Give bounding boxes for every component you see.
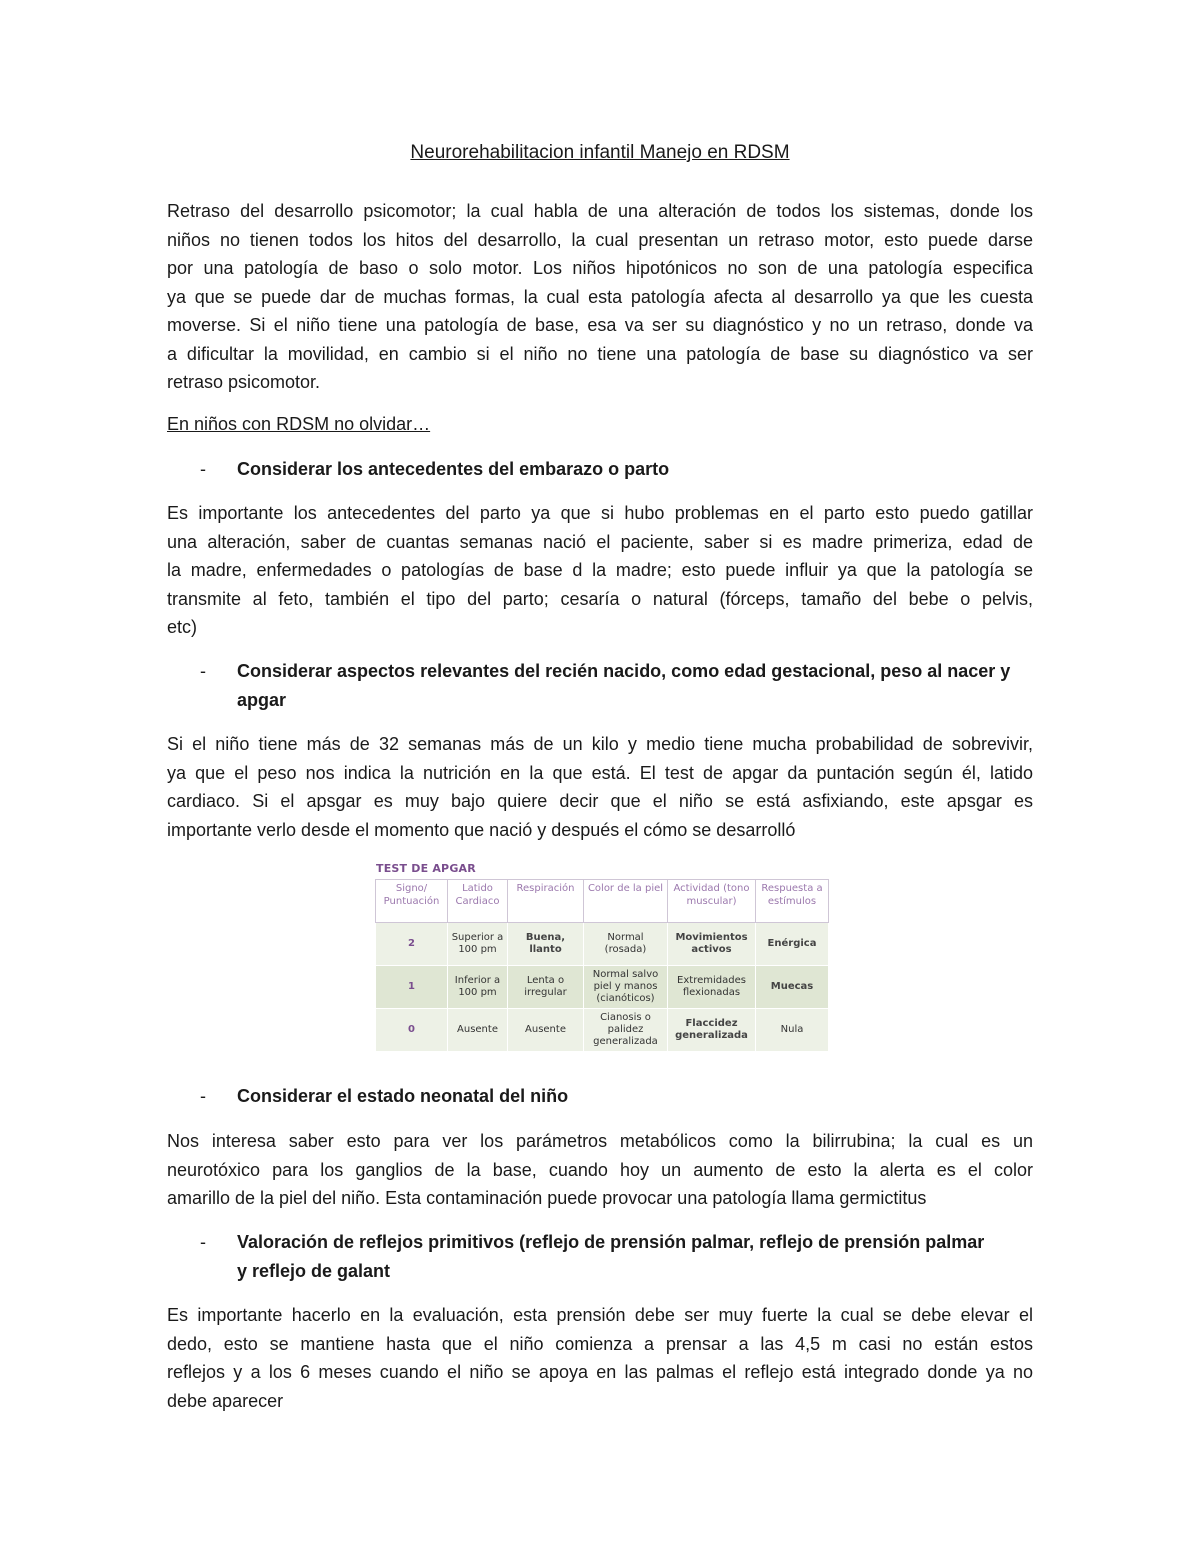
intro-line: por una patología de baso o solo motor. Los niños hipotónicos no son de una patología especifica (167, 258, 1033, 278)
apgar-row (376, 923, 829, 966)
paragraph-line: Es importante los antecedentes del parto ya que si hubo problemas en el parto esto puedo gatillar (167, 503, 1033, 523)
bullet-dash: - (200, 459, 206, 479)
paragraph-line: debe aparecer (167, 1390, 284, 1411)
bullet-dash: - (200, 661, 206, 681)
apgar-header-cell: Color de la piel (584, 880, 668, 923)
paragraph-neonatal (167, 1127, 1033, 1213)
apgar-cell: Nula (756, 1009, 829, 1052)
paragraph-line: dedo, esto se mantiene hasta que el niño comienza a prensar a las 4,5 m casi no están estos (167, 1333, 1033, 1354)
intro-line: moverse. Si el niño tiene una patología de base, esa va ser su diagnóstico y no un retraso, donde va (167, 315, 1033, 335)
intro-line: a dificultar la movilidad, en cambio si el niño no tiene una patología de base su diagnóstico va ser (167, 343, 1033, 364)
apgar-cell: Muecas (756, 966, 829, 1009)
apgar-header-cell: Actividad (tono muscular) (668, 880, 756, 923)
paragraph-line: la madre, enfermedades o patologías de base d la madre; esto puede influir ya que la patología se (167, 560, 1033, 580)
apgar-cell: Superior a 100 pm (448, 923, 508, 966)
bullet-text: Considerar los antecedentes del embarazo o parto (237, 459, 670, 479)
apgar-cell: Buena, llanto (508, 923, 584, 966)
bullet-item (200, 1228, 1040, 1285)
apgar-cell: Flaccidez generalizada (668, 1009, 756, 1052)
bullet-line: y reflejo de galant (237, 1260, 391, 1281)
bullet-item (200, 657, 1040, 714)
paragraph-line: neurotóxico para los ganglios de la base, cuando hoy un aumento de esto la alerta es el color (167, 1159, 1033, 1180)
paragraph-recien-nacido (167, 730, 1033, 844)
apgar-score-cell: 2 (376, 923, 448, 966)
paragraph-line: cardiaco. Si el apsgar es muy bajo quiere decir que el niño se está asfixiando, este apsgar es (167, 791, 1033, 811)
bullet-line: Valoración de reflejos primitivos (reflejo de prensión palmar, reflejo de prensión palmar (237, 1232, 985, 1252)
apgar-header-cell: Respiración (508, 880, 584, 923)
paragraph-line: ya que el peso nos indica la nutrición en la que está. El test de apgar da puntación según él, latido (167, 762, 1033, 783)
document-title: Neurorehabilitacion infantil Manejo en RDSM (410, 142, 790, 163)
apgar-header-cell: Respuesta a estímulos (756, 880, 829, 923)
paragraph-antecedentes (167, 499, 1033, 642)
bullet-text (200, 657, 1040, 714)
paragraph-line: importante verlo desde el momento que nació y después el cómo se desarrolló (167, 819, 796, 840)
paragraph-line: etc) (167, 617, 198, 637)
apgar-cell: Lenta o irregular (508, 966, 584, 1009)
apgar-cell: Cianosis o palidez generalizada (584, 1009, 668, 1052)
apgar-table-figure (375, 862, 828, 1052)
apgar-header-cell: Latido Cardiaco (448, 880, 508, 923)
apgar-header-cell: Signo/ Puntuación (376, 880, 448, 923)
bullet-text (200, 1228, 1040, 1285)
bullet-dash: - (200, 1232, 206, 1252)
apgar-cell: Normal (rosada) (584, 923, 668, 966)
bullet-line: Considerar aspectos relevantes del recién nacido, como edad gestacional, peso al nacer y (237, 661, 1011, 681)
apgar-cell: Normal salvo piel y manos (cianóticos) (584, 966, 668, 1009)
apgar-cell: Enérgica (756, 923, 829, 966)
intro-line: Retraso del desarrollo psicomotor; la cual habla de una alteración de todos los sistemas, donde los (167, 201, 1033, 221)
apgar-row (376, 966, 829, 1009)
intro-paragraph (167, 197, 1033, 397)
bullet-item (200, 1082, 1040, 1111)
paragraph-line: amarillo de la piel del niño. Esta contaminación puede provocar una patología llama germictitus (167, 1188, 927, 1208)
bullet-line: apgar (237, 689, 287, 710)
apgar-cell: Inferior a 100 pm (448, 966, 508, 1009)
apgar-cell: Ausente (508, 1009, 584, 1052)
paragraph-line: una alteración, saber de cuantas semanas nació el paciente, saber si es madre primeriza, edad de (167, 531, 1033, 552)
paragraph-line: reflejos y a los 6 meses cuando el niño se apoya en las palmas el reflejo está integrado donde ya no (167, 1362, 1033, 1382)
bullet-dash: - (200, 1086, 206, 1106)
intro-line: retraso psicomotor. (167, 372, 321, 392)
paragraph-line: Es importante hacerlo en la evaluación, esta prensión debe ser muy fuerte la cual se debe elevar el (167, 1305, 1033, 1325)
intro-line: niños no tienen todos los hitos del desarrollo, la cual presentan un retraso motor, esto puede darse (167, 229, 1033, 250)
apgar-cell: Ausente (448, 1009, 508, 1052)
apgar-row (376, 1009, 829, 1052)
subheading: En niños con RDSM no olvidar… (167, 414, 431, 434)
paragraph-line: transmite al feto, también el tipo del parto; cesaría o natural (fórceps, tamaño del bebe o pelvis, (167, 588, 1033, 609)
apgar-cell: Movimientos activos (668, 923, 756, 966)
intro-line: ya que se puede dar de muchas formas, la cual esta patología afecta al desarrollo ya que les cuesta (167, 286, 1033, 307)
apgar-score-cell: 0 (376, 1009, 448, 1052)
apgar-header-row (376, 880, 829, 923)
apgar-table (375, 879, 829, 1052)
bullet-text: Considerar el estado neonatal del niño (237, 1086, 569, 1106)
paragraph-line: Si el niño tiene más de 32 semanas más de un kilo y medio tiene mucha probabilidad de sobrevivir, (167, 734, 1033, 754)
apgar-cell: Extremidades flexionadas (668, 966, 756, 1009)
bullet-item (200, 455, 1040, 484)
paragraph-reflejos (167, 1301, 1033, 1415)
apgar-score-cell: 1 (376, 966, 448, 1009)
paragraph-line: Nos interesa saber esto para ver los parámetros metabólicos como la bilirrubina; la cual es un (167, 1131, 1033, 1151)
apgar-title: TEST DE APGAR (376, 862, 476, 875)
